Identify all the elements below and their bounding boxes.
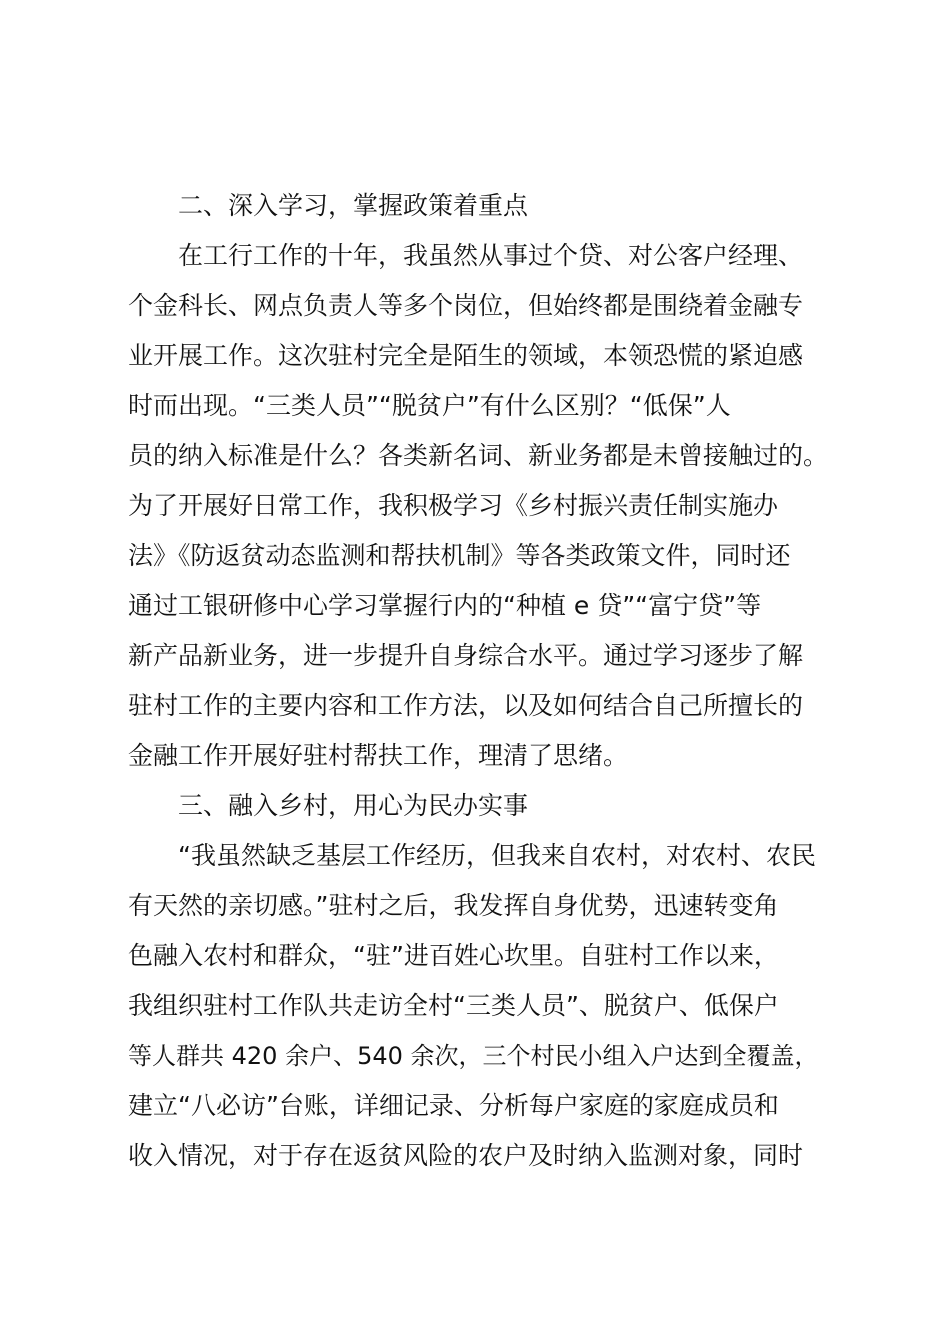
paragraph-line: 收入情况，对于存在返贫风险的农户及时纳入监测对象，同时 bbox=[128, 1141, 804, 1170]
paragraph-line: 建立“八必访”台账，详细记录、分析每户家庭的家庭成员和 bbox=[128, 1091, 779, 1120]
section-heading-2: 二、深入学习，掌握政策着重点 bbox=[178, 191, 529, 220]
paragraph-line: 在工行工作的十年，我虽然从事过个贷、对公客户经理、 bbox=[178, 241, 804, 270]
paragraph-line: 通过工银研修中心学习掌握行内的“种植 e 贷”“富宁贷”等 bbox=[128, 591, 762, 620]
paragraph-line: 有天然的亲切感。”驻村之后，我发挥自身优势，迅速转变角 bbox=[128, 891, 779, 920]
paragraph-line: 法》《防返贫动态监测和帮扶机制》等各类政策文件，同时还 bbox=[128, 541, 791, 570]
paragraph-line: 我组织驻村工作队共走访全村“三类人员”、脱贫户、低保户 bbox=[128, 991, 779, 1020]
paragraph-line: “我虽然缺乏基层工作经历，但我来自农村，对农村、农民 bbox=[178, 841, 816, 870]
section-heading-3: 三、融入乡村，用心为民办实事 bbox=[178, 791, 529, 820]
paragraph-line: 员的纳入标准是什么？各类新名词、新业务都是未曾接触过的。 bbox=[128, 441, 829, 470]
paragraph-line: 个金科长、网点负责人等多个岗位，但始终都是围绕着金融专 bbox=[128, 291, 804, 320]
paragraph-line: 业开展工作。这次驻村完全是陌生的领域，本领恐慌的紧迫感 bbox=[128, 341, 804, 370]
paragraph-line: 为了开展好日常工作，我积极学习《乡村振兴责任制实施办 bbox=[128, 491, 779, 520]
paragraph-line: 等人群共 420 余户、540 余次，三个村民小组入户达到全覆盖， bbox=[128, 1042, 819, 1070]
paragraph-line: 新产品新业务，进一步提升自身综合水平。通过学习逐步了解 bbox=[128, 641, 804, 670]
paragraph-line: 色融入农村和群众，“驻”进百姓心坎里。自驻村工作以来， bbox=[128, 941, 779, 970]
paragraph-line: 驻村工作的主要内容和工作方法，以及如何结合自己所擅长的 bbox=[128, 691, 804, 720]
paragraph-line: 金融工作开展好驻村帮扶工作，理清了思绪。 bbox=[128, 741, 629, 770]
paragraph-line: 时而出现。“三类人员”“脱贫户”有什么区别？“低保”人 bbox=[128, 391, 731, 420]
